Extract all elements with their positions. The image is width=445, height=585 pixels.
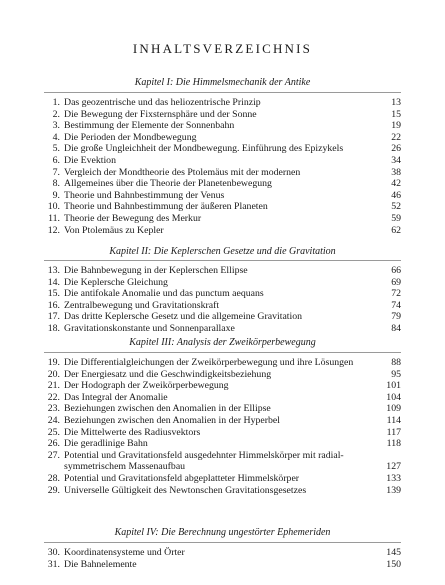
toc-entry bbox=[44, 380, 401, 392]
entry-page: 79 bbox=[391, 311, 401, 323]
entry-title: Die Perioden der Mondbewegung bbox=[64, 131, 197, 143]
entry-page: 114 bbox=[386, 414, 401, 426]
entry-number: 6. bbox=[52, 154, 60, 166]
toc-entry bbox=[44, 178, 401, 190]
entry-title: Theorie und Bahnbestimmung der äußeren Planeten bbox=[64, 201, 268, 213]
entry-number: 15. bbox=[47, 288, 60, 300]
toc-entry bbox=[44, 265, 401, 277]
divider-rule bbox=[44, 92, 401, 93]
entry-number: 1. bbox=[52, 97, 60, 108]
divider-rule bbox=[44, 260, 401, 261]
entry-page: 69 bbox=[391, 276, 401, 288]
entry-page: 127 bbox=[386, 461, 401, 473]
entry-number: 30. bbox=[47, 547, 60, 558]
entry-number: 23. bbox=[47, 403, 60, 415]
entry-page: 22 bbox=[391, 131, 401, 143]
divider-rule bbox=[44, 352, 401, 353]
entry-page: 52 bbox=[391, 201, 401, 213]
entry-title: Vergleich der Mondtheorie des Ptolemäus mit der modernen bbox=[64, 166, 301, 178]
entry-page: 104 bbox=[386, 391, 401, 403]
entry-number: 11. bbox=[48, 212, 60, 224]
entry-title: Die antifokale Anomalie und das punctum aequans bbox=[64, 288, 264, 300]
toc-entry bbox=[44, 190, 401, 202]
toc-entry bbox=[44, 547, 401, 559]
entry-title: Theorie und Bahnbestimmung der Venus bbox=[64, 189, 225, 201]
entry-title: Die Evektion bbox=[64, 154, 116, 166]
entry-page: 145 bbox=[386, 547, 401, 558]
toc-entry bbox=[44, 213, 401, 225]
entry-title: Die Bewegung der Fixsternsphäre und der Sonne bbox=[64, 108, 257, 120]
entry-number: 31. bbox=[47, 558, 60, 570]
entry-number: 2. bbox=[52, 108, 60, 120]
entry-title: Allgemeines über die Theorie der Planetenbewegung bbox=[64, 178, 272, 190]
toc-entry bbox=[44, 132, 401, 144]
chapter-3-entries bbox=[44, 357, 401, 496]
page-title: INHALTSVERZEICHNIS bbox=[132, 41, 313, 56]
entry-title: Die große Ungleichheit der Mondbewegung. Einführung des Epizykels bbox=[64, 143, 344, 155]
entry-title: Die Differentialgleichungen der Zweikörperbewegung und ihre Lösungen bbox=[64, 357, 354, 368]
entry-title: Zentralbewegung und Gravitationskraft bbox=[64, 299, 220, 311]
entry-title: Die Bahnbewegung in der Keplerschen Ellipse bbox=[64, 265, 248, 276]
entry-page: 34 bbox=[391, 154, 401, 166]
entry-page: 139 bbox=[386, 484, 401, 496]
entry-number: 17. bbox=[47, 311, 60, 323]
toc-entry bbox=[44, 155, 401, 167]
toc-entry bbox=[44, 300, 401, 312]
entry-number: 12. bbox=[47, 224, 60, 236]
toc-entry bbox=[44, 473, 401, 485]
entry-page: 150 bbox=[386, 558, 401, 570]
entry-number: 22. bbox=[47, 391, 60, 403]
entry-number: 26. bbox=[47, 438, 60, 450]
toc-entry bbox=[44, 109, 401, 121]
entry-title: Theorie der Bewegung des Merkur bbox=[64, 212, 202, 224]
entry-title: Koordinatensysteme und Örter bbox=[64, 547, 185, 558]
entry-number: 24. bbox=[47, 414, 60, 426]
chapter-heading-2: Kapitel II: Die Keplerschen Gesetze und die Gravitation bbox=[109, 246, 336, 257]
toc-entry bbox=[44, 559, 401, 571]
entry-title: Das geozentrische und das heliozentrische Prinzip bbox=[64, 97, 261, 108]
entry-title: Potential und Gravitationsfeld abgeplatteter Himmelskörper bbox=[64, 472, 300, 484]
entry-title: Beziehungen zwischen den Anomalien in der Hyperbel bbox=[64, 414, 281, 426]
toc-entry bbox=[44, 415, 401, 427]
entry-title: Potential und Gravitationsfeld ausgedehnter Himmelskörper mit radial-symmetrischem Massenaufbau bbox=[64, 449, 344, 473]
entry-number: 13. bbox=[47, 265, 60, 276]
entry-title: Die geradlinige Bahn bbox=[64, 438, 148, 450]
entry-page: 84 bbox=[391, 322, 401, 334]
entry-number: 7. bbox=[52, 166, 60, 178]
toc-entry bbox=[44, 311, 401, 323]
chapter-heading-4: Kapitel IV: Die Berechnung ungestörter Ephemeriden bbox=[114, 527, 331, 538]
entry-page: 66 bbox=[391, 265, 401, 276]
entry-title: Gravitationskonstante und Sonnenparallaxe bbox=[64, 322, 235, 334]
chapter-heading-3: Kapitel III: Analysis der Zweikörperbewegung bbox=[129, 337, 316, 348]
entry-number: 10. bbox=[47, 201, 60, 213]
toc-entry bbox=[44, 97, 401, 109]
entry-number: 25. bbox=[47, 426, 60, 438]
toc-entry bbox=[44, 427, 401, 439]
entry-number: 27. bbox=[47, 449, 60, 461]
divider-rule bbox=[44, 542, 401, 543]
toc-entry bbox=[44, 392, 401, 404]
entry-number: 16. bbox=[47, 299, 60, 311]
entry-title: Das dritte Keplersche Gesetz und die allgemeine Gravitation bbox=[64, 311, 303, 323]
entry-number: 29. bbox=[47, 484, 60, 496]
entry-number: 9. bbox=[52, 189, 60, 201]
entry-page: 88 bbox=[391, 357, 401, 368]
toc-entry bbox=[44, 167, 401, 179]
toc-entry bbox=[44, 225, 401, 237]
entry-number: 5. bbox=[52, 143, 60, 155]
entry-title: Der Hodograph der Zweikörperbewegung bbox=[64, 380, 229, 392]
entry-page: 74 bbox=[391, 299, 401, 311]
entry-number: 14. bbox=[47, 276, 60, 288]
entry-title: Die Bahnelemente bbox=[64, 558, 137, 570]
entry-number: 4. bbox=[52, 131, 60, 143]
entry-title: Bestimmung der Elemente der Sonnenbahn bbox=[64, 120, 235, 132]
chapter-1-entries bbox=[44, 97, 401, 236]
entry-page: 72 bbox=[391, 288, 401, 300]
entry-number: 19. bbox=[47, 357, 60, 368]
toc-entry bbox=[44, 143, 401, 155]
entry-page: 38 bbox=[391, 166, 401, 178]
entry-page: 15 bbox=[391, 108, 401, 120]
entry-page: 62 bbox=[391, 224, 401, 236]
entry-page: 109 bbox=[386, 403, 401, 415]
entry-title: Von Ptolemäus zu Kepler bbox=[64, 224, 164, 236]
entry-page: 118 bbox=[386, 438, 401, 450]
toc-entry bbox=[44, 323, 401, 335]
entry-page: 101 bbox=[386, 380, 401, 392]
toc-entry bbox=[44, 403, 401, 415]
entry-title: Universelle Gültigkeit des Newtonschen Gravitationsgesetzes bbox=[64, 484, 307, 496]
entry-page: 117 bbox=[386, 426, 401, 438]
toc-entry bbox=[44, 357, 401, 369]
toc-entry bbox=[44, 485, 401, 497]
entry-number: 28. bbox=[47, 472, 60, 484]
toc-entry bbox=[44, 450, 401, 473]
entry-number: 20. bbox=[47, 368, 60, 380]
toc-entry bbox=[44, 288, 401, 300]
entry-page: 59 bbox=[391, 212, 401, 224]
toc-entry bbox=[44, 201, 401, 213]
entry-title: Die Keplersche Gleichung bbox=[64, 276, 168, 288]
entry-page: 133 bbox=[386, 472, 401, 484]
entry-page: 19 bbox=[391, 120, 401, 132]
entry-page: 26 bbox=[391, 143, 401, 155]
entry-page: 42 bbox=[391, 178, 401, 190]
chapter-2-entries bbox=[44, 265, 401, 335]
entry-title: Beziehungen zwischen den Anomalien in der Ellipse bbox=[64, 403, 271, 415]
toc-entry bbox=[44, 277, 401, 289]
entry-title: Die Mittelwerte des Radiusvektors bbox=[64, 426, 201, 438]
toc-entry bbox=[44, 438, 401, 450]
entry-page: 46 bbox=[391, 189, 401, 201]
entry-title: Das Integral der Anomalie bbox=[64, 391, 168, 403]
entry-number: 18. bbox=[47, 322, 60, 334]
chapter-heading-1: Kapitel I: Die Himmelsmechanik der Antike bbox=[134, 77, 311, 88]
toc-entry bbox=[44, 369, 401, 381]
entry-number: 21. bbox=[47, 380, 60, 392]
entry-number: 3. bbox=[52, 120, 60, 132]
entry-title: Der Energiesatz und die Geschwindigkeitsbeziehung bbox=[64, 368, 272, 380]
toc-entry bbox=[44, 120, 401, 132]
entry-page: 95 bbox=[391, 368, 401, 380]
chapter-4-entries bbox=[44, 547, 401, 570]
entry-number: 8. bbox=[52, 178, 60, 190]
entry-page: 13 bbox=[391, 97, 401, 108]
